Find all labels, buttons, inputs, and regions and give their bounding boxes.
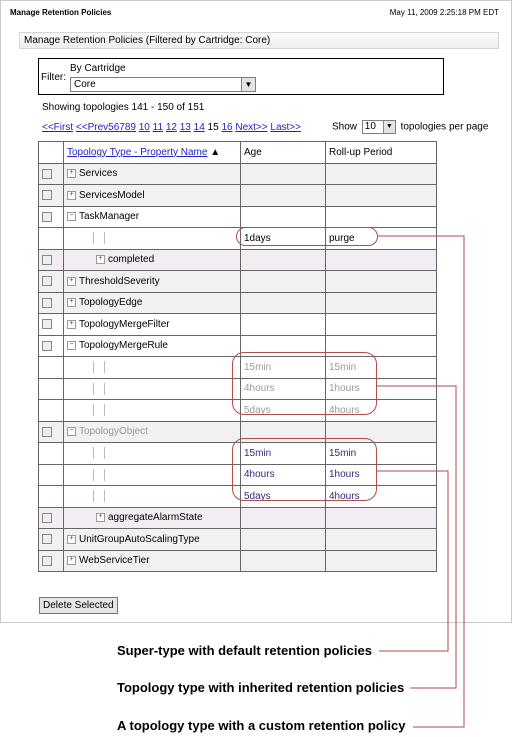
row-age: 15min [241,357,326,379]
collapse-icon[interactable]: − [67,341,76,350]
collapse-icon[interactable]: − [67,212,76,221]
expand-icon[interactable]: + [96,513,105,522]
expand-icon[interactable]: + [67,320,76,329]
row-name: ServicesModel [79,189,145,201]
expand-icon[interactable]: + [67,535,76,544]
header-rollup: Roll-up Period [326,142,437,164]
filter-label: Filter: [41,72,66,83]
subheader: Manage Retention Policies (Filtered by Cartridge: Core) [19,32,499,49]
row-name: TopologyObject [79,426,148,438]
row-rollup: 15min [326,357,437,379]
row-name: TaskManager [79,211,140,223]
row-rollup: 4hours [326,486,437,508]
row-name: ThresholdSeverity [79,275,160,287]
showing-text: Showing topologies 141 - 150 of 151 [42,102,205,113]
row-rollup: 15min [326,443,437,465]
cartridge-select-value: Core [74,79,96,90]
row-name: UnitGroupAutoScalingType [79,533,200,545]
pager-page-link[interactable]: 13 [179,122,191,133]
custom-callout-line [378,236,464,727]
pager-page-link[interactable]: 6 [113,122,120,133]
show-label: Show [332,121,358,133]
row-age: 5days [241,486,326,508]
row-rollup: purge [326,228,437,250]
row-name: TopologyMergeRule [79,340,168,352]
delete-selected-button[interactable]: Delete Selected [39,597,118,614]
pager-next-link[interactable]: Next>> [235,122,268,133]
expand-icon[interactable]: + [67,169,76,178]
row-name: WebServiceTier [79,555,150,567]
callout-custom: A topology type with a custom retention policy [117,718,406,733]
expand-icon[interactable]: + [67,277,76,286]
row-name: TopologyMergeFilter [79,318,170,330]
header-age: Age [241,142,326,164]
callout-inherited: Topology type with inherited retention policies [117,680,405,695]
sort-ascending-icon: ▲ [210,146,221,158]
row-name: Services [79,168,118,180]
row-age: 4hours [241,378,326,400]
filter-sub-label: By Cartridge [70,63,126,74]
row-rollup: 1hours [326,464,437,486]
pager-page-link[interactable]: 11 [152,122,164,133]
pager-page-link[interactable]: 9 [130,122,136,133]
app-title: Manage Retention Policies [10,8,112,17]
callout-super-type: Super-type with default retention policies [117,643,372,658]
row-name: TopologyEdge [79,297,143,309]
row-rollup: 4hours [326,400,437,422]
row-name: aggregateAlarmState [108,512,203,524]
inherited-callout-line [377,386,456,688]
row-age: 4hours [241,464,326,486]
pager-first-link[interactable]: <<First [42,122,74,133]
pager-page-link[interactable]: 16 [221,122,233,133]
pager-page-link[interactable]: 5 [108,122,114,133]
expand-icon[interactable]: + [96,255,105,264]
sort-type-link[interactable]: Topology Type - Property Name [67,146,208,158]
expand-icon[interactable]: + [67,298,76,307]
chevron-down-icon[interactable]: ▼ [383,121,395,133]
pager-last-link[interactable]: Last>> [270,122,301,133]
row-age: 5days [241,400,326,422]
page-size-value: 10 [364,121,376,132]
expand-icon[interactable]: + [67,191,76,200]
pager-page-link[interactable]: 8 [124,122,131,133]
pager-page-link[interactable]: 14 [193,122,205,133]
chevron-down-icon[interactable]: ▼ [241,78,255,91]
row-rollup: 1hours [326,378,437,400]
row-age: 1days [241,228,326,250]
row-name: completed [108,254,155,266]
pager-current-page: 15 [207,122,219,133]
pager-page-link[interactable]: 12 [165,122,177,133]
collapse-icon[interactable]: − [67,427,76,436]
pager-page-link[interactable]: 10 [138,122,150,133]
pager-page-link[interactable]: 7 [119,122,125,133]
per-page-label: topologies per page [400,121,489,133]
super-type-callout-line [377,471,448,651]
row-age: 15min [241,443,326,465]
pager-prev-link[interactable]: <<Prev [75,122,109,133]
expand-icon[interactable]: + [67,556,76,565]
timestamp: May 11, 2009 2:25:18 PM EDT [389,8,499,17]
